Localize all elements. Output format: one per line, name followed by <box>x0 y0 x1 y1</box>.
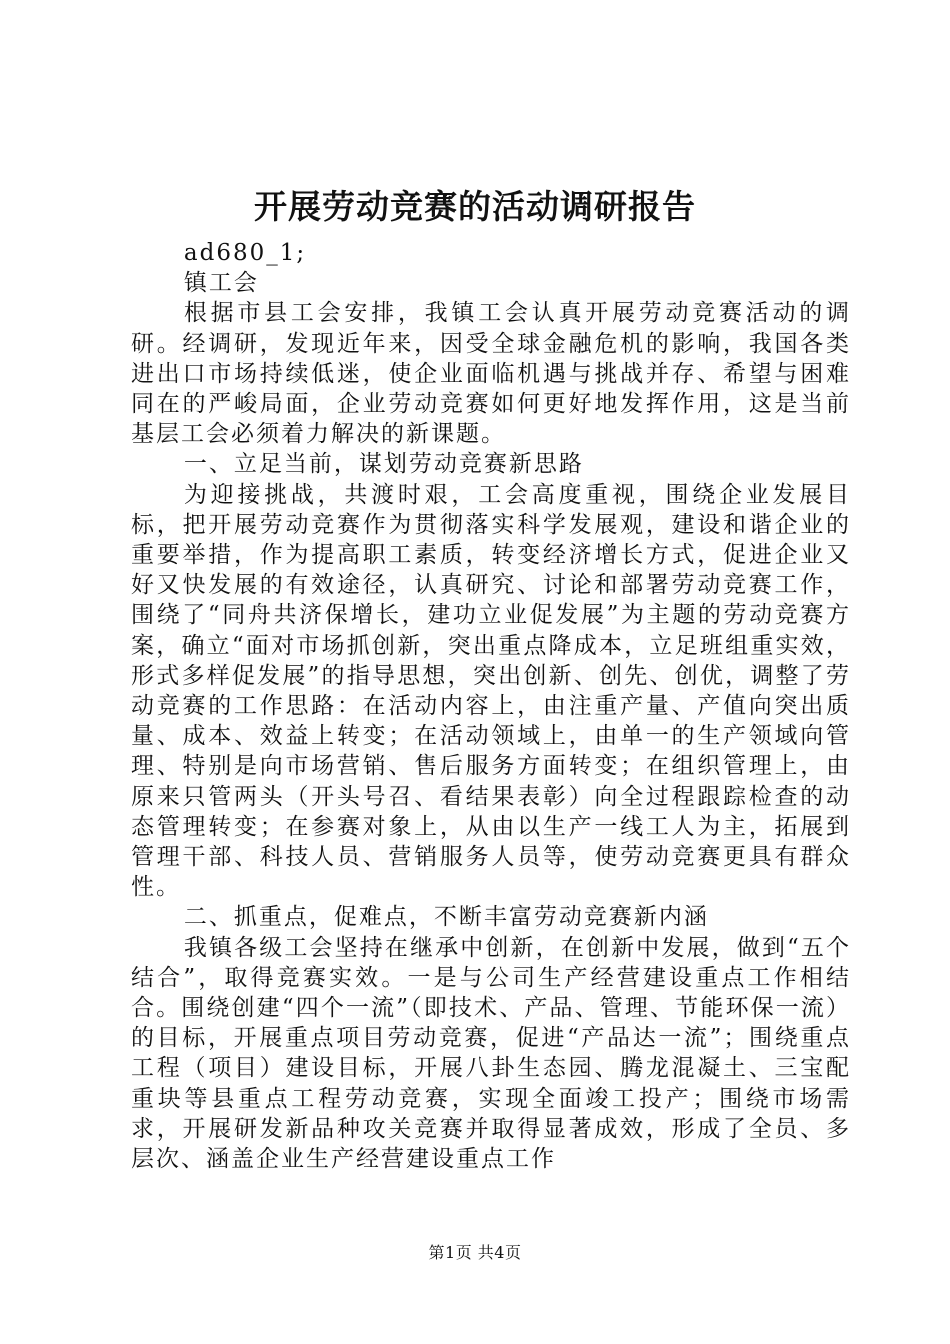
section-heading-2: 二、抓重点，促难点，不断丰富劳动竞赛新内涵 <box>183 904 709 931</box>
paragraph-section-1: 为迎接挑战，共渡时艰，工会高度重视，围绕企业发展目标，把开展劳动竞赛作为贯彻落实科学发展观，建设和谐企业的重要举措，作为提高职工素质，转变经济增长方式，促进企业又好又快发展的有效途径，认真研究、讨论和部署劳动竞赛工作，围绕了“同舟共济保增长，建功立业促发展”为主题的劳动竞赛方案，确立“面对市场抓创新，突出重点降成本，立足班组重实效，形式多样促发展”的指导思想，突出创新、创先、创优，调整了劳动竞赛的工作思路：在活动内容上，由注重产量、产值向突出质量、成本、效益上转变；在活动领域上，由单一的生产领域向管理、特别是向市场营销、售后服务方面转变；在组织管理上，由原来只管两头（开头号召、看结果表彰）向全过程跟踪检查的动态管理转变；在参赛对象上，从由以生产一线工人为主，拓展到管理干部、科技人员、营销服务人员等，使劳动竞赛更具有群众性。 <box>131 481 851 901</box>
page-number-footer: 第1页 共4页 <box>428 1243 522 1262</box>
paragraph-section-2: 我镇各级工会坚持在继承中创新，在创新中发展，做到“五个结合”，取得竞赛实效。一是与公司生产经营建设重点工作相结合。围绕创建“四个一流”（即技术、产品、管理、节能环保一流）的目标，开展重点项目劳动竞赛，促进“产品达一流”；围绕重点工程（项目）建设目标，开展八卦生态园、腾龙混凝土、三宝配重块等县重点工程劳动竞赛，实现全面竣工投产；围绕市场需求，开展研发新品种攻关竞赛并取得显著成效，形成了全员、多层次、涵盖企业生产经营建设重点工作 <box>131 934 851 1173</box>
document-body <box>131 238 851 1174</box>
section-heading-1: 一、立足当前，谋划劳动竞赛新思路 <box>183 451 584 478</box>
document-title: 开展劳动竞赛的活动调研报告 <box>254 187 696 226</box>
paragraph-intro: 根据市县工会安排，我镇工会认真开展劳动竞赛活动的调研。经调研，发现近年来，因受全球金融危机的影响，我国各类进出口市场持续低迷，使企业面临机遇与挑战并存、希望与困难同在的严峻局面，企业劳动竞赛如何更好地发挥作用，这是当前基层工会必须着力解决的新课题。 <box>131 300 851 448</box>
reference-code: ad680_1; <box>183 240 307 266</box>
organization-name: 镇工会 <box>183 270 259 297</box>
